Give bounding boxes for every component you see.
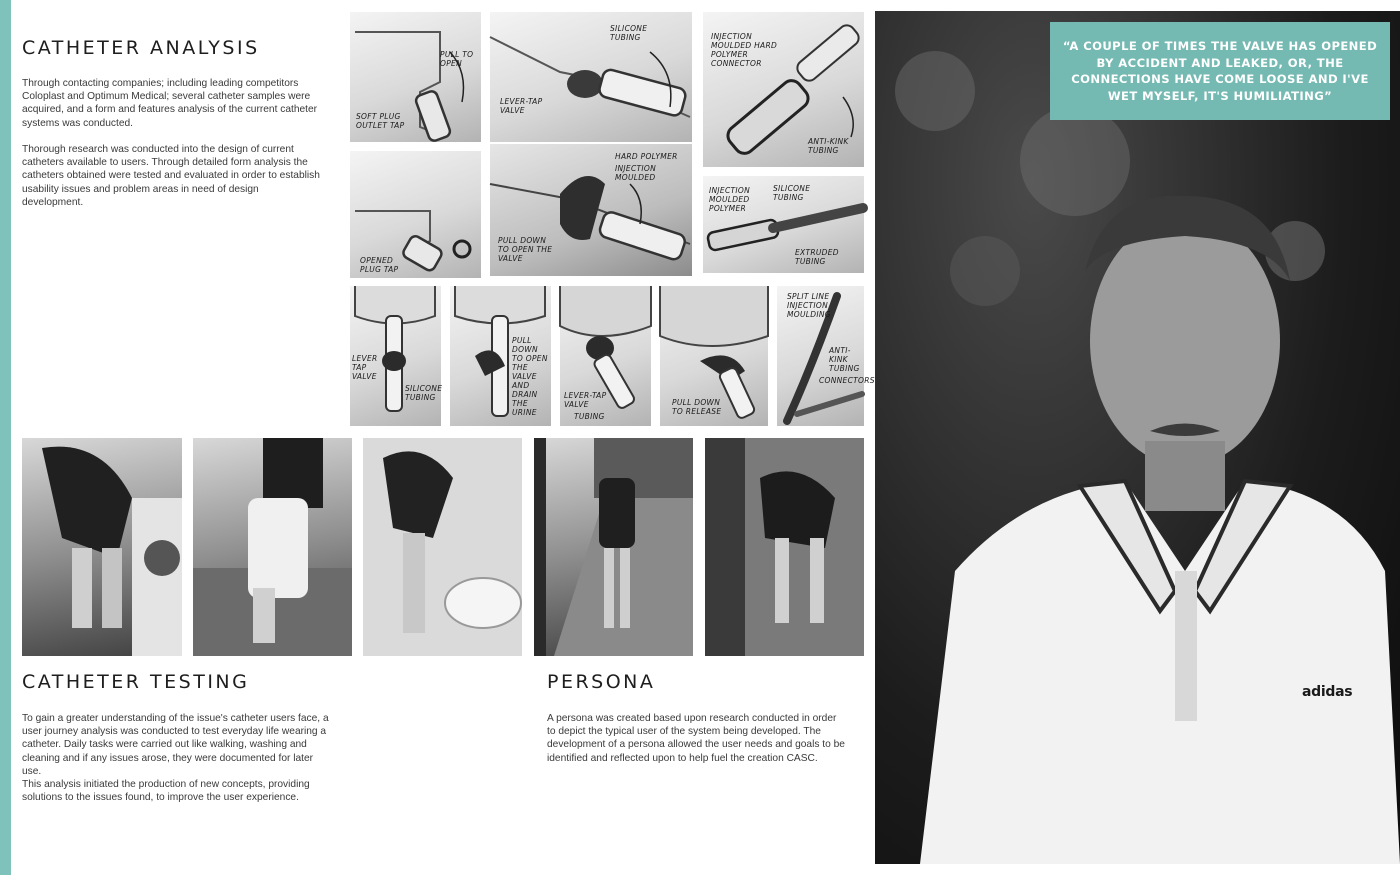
sketch-hard-polymer-connector [703, 12, 864, 167]
sketch-note: PULL DOWN TO OPEN THE VALVE AND DRAIN THE URINE [512, 336, 548, 417]
sketch-lever-tap-valve [490, 12, 692, 142]
sketch-pull-down-release [660, 286, 768, 426]
sketch-opened-plug-tap [350, 151, 481, 278]
persona-portrait [875, 11, 1400, 864]
sketch-lever-tap-tubing [560, 286, 651, 426]
teal-accent-strip [0, 0, 11, 875]
sketch-note: ANTI-KINK TUBING [829, 346, 860, 373]
sketch-note: SPLIT LINE INJECTION MOULDING [787, 292, 831, 319]
sketch-note: INJECTION MOULDED POLYMER [709, 186, 751, 213]
sketch-note: SILICONE TUBING [610, 24, 648, 42]
sketch-note: PULL TO OPEN [440, 50, 474, 68]
persona-quote: “A COUPLE OF TIMES THE VALVE HAS OPENED BY ACCIDENT AND LEAKED, OR, THE CONNECTIONS HAVE COME LOOSE AND I'VE WET MYSELF, IT'S HUMILIATING” [1062, 39, 1378, 103]
sketch-note: INJECTION MOULDED HARD POLYMER CONNECTOR [711, 32, 778, 68]
sketch-note: PULL DOWN TO OPEN THE VALVE [498, 236, 553, 263]
adidas-logo: adidas [1302, 684, 1353, 700]
sketch-note: SOFT PLUG OUTLET TAP [356, 112, 405, 130]
photo-walking-street [534, 438, 693, 656]
sketch-note: HARD POLYMER [615, 152, 678, 161]
sketch-note: PULL DOWN TO RELEASE [672, 398, 722, 416]
sketch-extruded-tubing [703, 176, 864, 273]
testing-paragraph-1: To gain a greater understanding of the issue's catheter users face, a user journey analysis was conducted to test everyday life wearing a catheter. Daily tasks were carried out like walking, washing and cleaning and if any issues arose, they were documented for later use. [22, 713, 329, 777]
analysis-title: CATHETER ANALYSIS [22, 37, 260, 59]
sketch-note: OPENED PLUG TAP [360, 256, 399, 274]
photo-washing-machine [22, 438, 182, 656]
sketch-note: SILICONE TUBING [773, 184, 811, 202]
sketch-note: SILICONE TUBING [405, 384, 443, 402]
sketch-lever-tap-bag [350, 286, 441, 426]
photo-emptying-bag [705, 438, 864, 656]
sketch-note: INJECTION MOULDED [615, 164, 657, 182]
sketch-soft-plug-tap [350, 12, 481, 142]
sketch-hard-polymer-valve [490, 144, 692, 276]
testing-paragraph-2: This analysis initiated the production of new concepts, providing solutions to the issues found, to improve the user experience. [22, 779, 310, 804]
testing-title: CATHETER TESTING [22, 671, 250, 693]
sketch-note: TUBING [574, 412, 605, 421]
sketch-pull-down-valve [450, 286, 551, 426]
persona-title: PERSONA [547, 671, 656, 693]
sketch-split-line-connectors [777, 286, 875, 426]
sketch-note: LEVER-TAP VALVE [500, 97, 543, 115]
analysis-paragraph-1: Through contacting companies; including leading competitors Coloplast and Optimum Medical; several catheter samples were acquired, and a form and features analysis of the current catheter systems was conducted. [22, 78, 318, 129]
sketch-note: LEVER-TAP VALVE [564, 391, 607, 409]
sketch-note: ANTI-KINK TUBING [808, 137, 849, 155]
photo-leg-bag [193, 438, 352, 656]
persona-paragraph: A persona was created based upon research conducted in order to depict the typical user of the system being developed. The development of a persona allowed the user needs and goals to be identified and reflected upon to help fuel the creation CASC. [547, 713, 845, 764]
quote-box [1050, 22, 1390, 120]
analysis-paragraph-2: Thorough research was conducted into the design of current catheters available to users. Through detailed form analysis the catheters obtained were tested and evaluated in order to establish usability issues and problem areas in need of design development. [22, 144, 320, 208]
sketch-note: CONNECTORS [819, 376, 875, 385]
photo-toilet [363, 438, 522, 656]
sketch-note: LEVER TAP VALVE [352, 354, 378, 381]
sketch-note: EXTRUDED TUBING [795, 248, 839, 266]
